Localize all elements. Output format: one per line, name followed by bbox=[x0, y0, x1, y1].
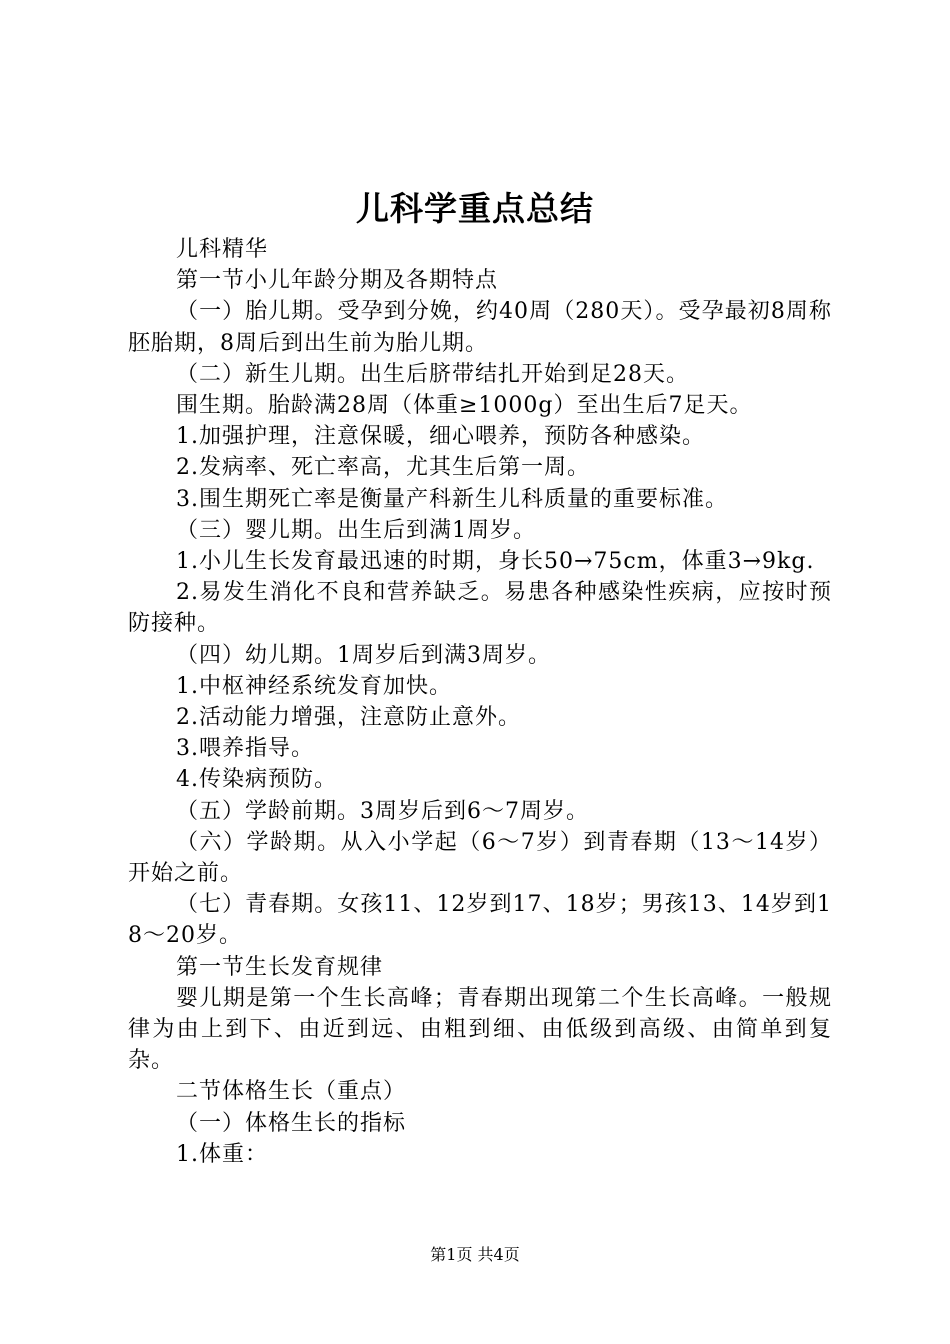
list-item: 1.加强护理，注意保暖，细心喂养，预防各种感染。 bbox=[176, 424, 705, 450]
list-item: 1.中枢神经系统发育加快。 bbox=[176, 673, 452, 699]
paragraph: （四）幼儿期。1周岁后到满3周岁。 bbox=[176, 642, 551, 668]
paragraph: 儿科精华 bbox=[176, 237, 269, 262]
list-item: 4.传染病预防。 bbox=[176, 767, 337, 793]
list-item: 3.喂养指导。 bbox=[176, 736, 314, 762]
paragraph: （五）学龄前期。3周岁后到6～7周岁。 bbox=[176, 798, 589, 824]
paragraph: 婴儿期是第一个生长高峰；青春期出现第二个生长高峰。一般规律为由上到下、由近到远、由粗到细、由低级到高级、由简单到复杂。 bbox=[128, 985, 832, 1074]
document-title: 儿科学重点总结 bbox=[356, 189, 594, 228]
section-heading: 二节体格生长（重点） bbox=[176, 1079, 407, 1105]
list-item: 1.体重： bbox=[176, 1141, 268, 1167]
list-item: 2.活动能力增强，注意防止意外。 bbox=[176, 705, 521, 731]
paragraph: 围生期。胎龄满28周（体重≥1000g）至出生后7足天。 bbox=[176, 393, 753, 419]
list-item: 2.发病率、死亡率高，尤其生后第一周。 bbox=[176, 455, 590, 481]
list-item: 2.易发生消化不良和营养缺乏。易患各种感染性疾病，应按时预防接种。 bbox=[128, 580, 832, 637]
paragraph: （六）学龄期。从入小学起（6～7岁）到青春期（13～14岁）开始之前。 bbox=[128, 829, 832, 887]
document-body bbox=[128, 234, 832, 1170]
paragraph: （一）胎儿期。受孕到分娩，约40周（280天）。受孕最初8周称胚胎期，8周后到出生前为胎儿期。 bbox=[128, 299, 832, 356]
paragraph: （七）青春期。女孩11、12岁到17、18岁；男孩13、14岁到18～20岁。 bbox=[128, 892, 832, 949]
list-item: 3.围生期死亡率是衡量产科新生儿科质量的重要标准。 bbox=[176, 486, 728, 512]
list-item: 1.小儿生长发育最迅速的时期，身长50→75cm，体重3→9kg. bbox=[176, 549, 815, 575]
section-heading: 第一节小儿年龄分期及各期特点 bbox=[176, 268, 499, 294]
page-footer: 第1页 共4页 bbox=[430, 1245, 520, 1264]
paragraph: （一）体格生长的指标 bbox=[176, 1110, 407, 1136]
paragraph: （三）婴儿期。出生后到满1周岁。 bbox=[176, 517, 536, 543]
section-heading: 第一节生长发育规律 bbox=[176, 954, 384, 980]
paragraph: （二）新生儿期。出生后脐带结扎开始到足28天。 bbox=[176, 361, 689, 387]
